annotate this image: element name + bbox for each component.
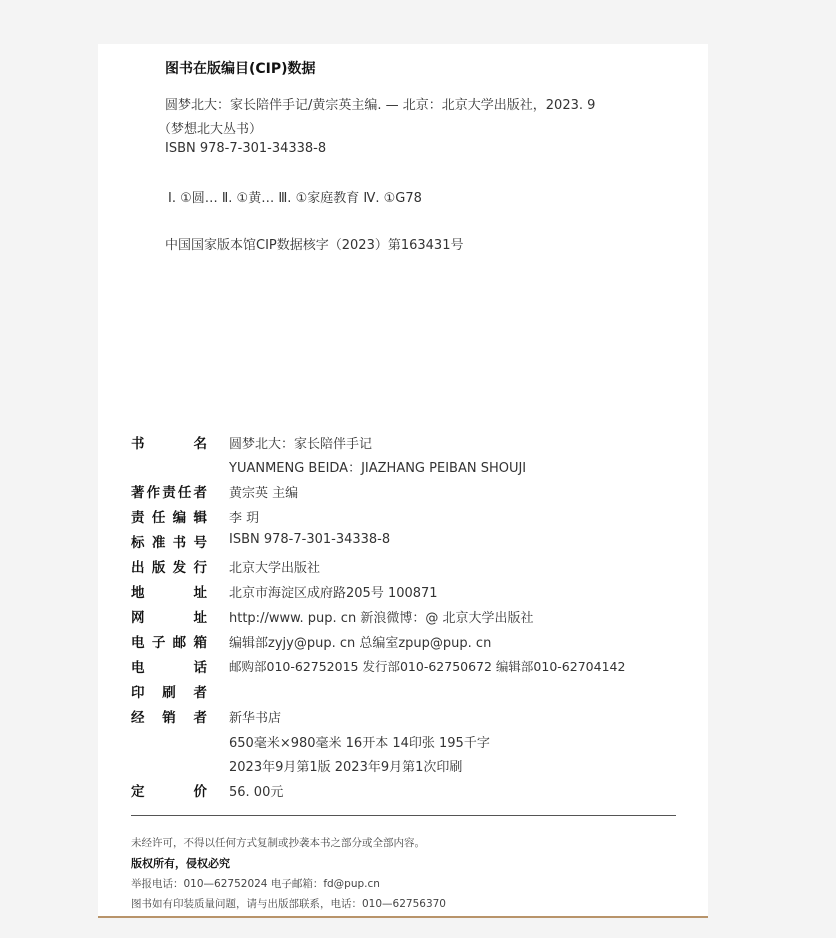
label-author: 著 作 责 任 者 <box>131 485 207 501</box>
cip-line-isbn: ISBN 978-7-301-34338-8 <box>165 141 327 156</box>
label-email: 电 子 邮 箱 <box>131 635 207 651</box>
value-editor: 李 玥 <box>229 511 260 526</box>
cip-line-classification: Ⅰ. ①圆… Ⅱ. ①黄… Ⅲ. ①家庭教育 Ⅳ. ①G78 <box>168 191 422 206</box>
value-publisher: 北京大学出版社 <box>229 561 321 576</box>
footer-rights: 版权所有，侵权必究 <box>131 857 230 870</box>
footer-quality: 图书如有印装质量问题，请与出版部联系，电话：010—62756370 <box>131 898 446 910</box>
label-editor: 责 任 编 辑 <box>131 510 207 526</box>
label-isbn: 标 准 书 号 <box>131 535 207 551</box>
label-price: 定 价 <box>131 784 207 800</box>
footer-notice: 未经许可，不得以任何方式复制或抄袭本书之部分或全部内容。 <box>131 837 425 849</box>
label-printer: 印 刷 者 <box>131 685 207 701</box>
label-website: 网 址 <box>131 610 207 626</box>
label-book-name: 书 名 <box>131 436 207 452</box>
label-distributor: 经 销 者 <box>131 710 207 726</box>
label-address: 地 址 <box>131 585 207 601</box>
cip-line-title: 圆梦北大：家长陪伴手记/黄宗英主编. — 北京：北京大学出版社，2023. 9 <box>165 98 596 113</box>
label-publisher: 出 版 发 行 <box>131 560 207 576</box>
value-distributor: 新华书店 <box>229 711 282 726</box>
label-phone: 电 话 <box>131 660 207 676</box>
value-website: http://www. pup. cn 新浪微博：@ 北京大学出版社 <box>229 611 534 626</box>
footer-report: 举报电话：010—62752024 电子邮箱：fd@pup.cn <box>131 878 380 890</box>
value-price: 56. 00元 <box>229 785 284 800</box>
value-isbn: ISBN 978-7-301-34338-8 <box>229 532 391 547</box>
value-book-name-pinyin: YUANMENG BEIDA：JIAZHANG PEIBAN SHOUJI <box>229 461 527 476</box>
value-book-name: 圆梦北大：家长陪伴手记 <box>229 437 373 452</box>
value-format: 650毫米×980毫米 16开本 14印张 195千字 <box>229 736 490 751</box>
value-author: 黄宗英 主编 <box>229 486 299 501</box>
value-address: 北京市海淀区成府路205号 100871 <box>229 586 438 601</box>
cip-line-record: 中国国家版本馆CIP数据核字（2023）第163431号 <box>165 238 464 253</box>
cip-title: 图书在版编目(CIP)数据 <box>165 61 316 77</box>
value-phone: 邮购部010-62752015 发行部010-62750672 编辑部010-62704142 <box>229 659 626 674</box>
footer-divider <box>131 815 676 816</box>
cip-line-series: （梦想北大丛书） <box>158 122 263 137</box>
value-email: 编辑部zyjy@pup. cn 总编室zpup@pup. cn <box>229 636 492 651</box>
bottom-accent-line <box>98 916 708 918</box>
value-edition: 2023年9月第1版 2023年9月第1次印刷 <box>229 760 463 775</box>
